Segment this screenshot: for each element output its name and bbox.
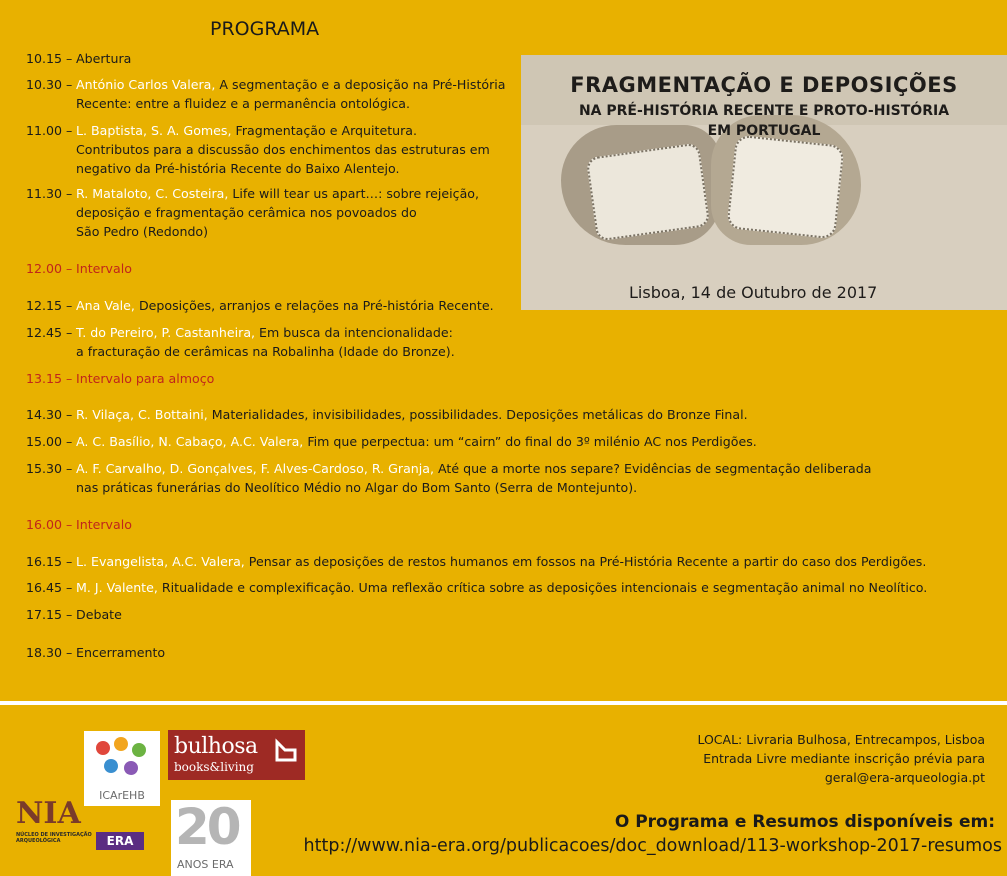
twenty-number: 20 bbox=[175, 798, 239, 856]
program-time: 11.30 – bbox=[26, 186, 73, 201]
poster-rock-right bbox=[726, 135, 844, 240]
program-speaker: Ana Vale, bbox=[76, 298, 135, 313]
event-poster bbox=[521, 55, 1007, 310]
program-topic: Deposições, arranjos e relações na Pré-história Recente. bbox=[134, 298, 494, 313]
program-content bbox=[76, 459, 871, 497]
program-topic: Encerramento bbox=[76, 645, 166, 660]
program-item bbox=[26, 184, 479, 241]
bulhosa-mark-icon bbox=[273, 738, 299, 764]
program-line bbox=[76, 459, 871, 478]
era-badge: ERA bbox=[96, 832, 144, 850]
program-item bbox=[26, 323, 455, 361]
poster-title: FRAGMENTAÇÃO E DEPOSIÇÕES bbox=[570, 73, 958, 97]
hand-blue-icon bbox=[104, 759, 118, 773]
program-line bbox=[76, 552, 926, 571]
program-topic: nas práticas funerárias do Neolítico Médio no Algar do Bom Santo (Serra de Montejunto). bbox=[76, 480, 638, 495]
program-line bbox=[76, 323, 455, 342]
program-item bbox=[26, 49, 131, 68]
program-item bbox=[26, 605, 122, 624]
program-topic: deposição e fragmentação cerâmica nos povoados do bbox=[76, 205, 417, 220]
program-time: 16.15 – bbox=[26, 554, 73, 569]
twenty-years-era-logo bbox=[171, 800, 251, 876]
program-content bbox=[76, 578, 927, 597]
venue-line-1: LOCAL: Livraria Bulhosa, Entrecampos, Lisboa bbox=[697, 732, 985, 747]
program-content bbox=[76, 184, 479, 241]
program-speaker: R. Vilaça, C. Bottaini, bbox=[76, 407, 208, 422]
program-time: 15.00 – bbox=[26, 434, 73, 449]
program-speaker: A. C. Basílio, N. Cabaço, A.C. Valera, bbox=[76, 434, 304, 449]
program-line bbox=[76, 578, 927, 597]
program-item bbox=[26, 369, 214, 388]
nia-text: NÚCLEO DE INVESTIGAÇÃO ARQUEOLÓGICA bbox=[16, 832, 92, 844]
program-content bbox=[76, 515, 132, 534]
program-line bbox=[76, 405, 748, 424]
program-topic: negativo da Pré-história Recente do Baixo Alentejo. bbox=[76, 161, 400, 176]
program-item bbox=[26, 552, 926, 571]
program-content bbox=[76, 121, 490, 178]
program-line bbox=[76, 49, 131, 68]
program-topic: Abertura bbox=[76, 51, 132, 66]
program-topic: a fracturação de cerâmicas na Robalinha (Idade do Bronze). bbox=[76, 344, 455, 359]
bulhosa-name: bulhosa bbox=[174, 734, 258, 759]
program-break-label: Intervalo bbox=[76, 517, 132, 532]
program-time: 10.30 – bbox=[26, 77, 73, 92]
program-topic: Life will tear us apart…: sobre rejeição, bbox=[228, 186, 480, 201]
program-speaker: M. J. Valente, bbox=[76, 580, 158, 595]
poster-subtitle-2: EM PORTUGAL bbox=[707, 123, 821, 139]
nia-era-logo bbox=[14, 796, 144, 858]
program-item bbox=[26, 459, 871, 497]
venue-line-2: Entrada Livre mediante inscrição prévia para bbox=[703, 751, 985, 766]
program-content bbox=[76, 49, 131, 68]
program-line bbox=[76, 296, 494, 315]
program-break-label: Intervalo bbox=[76, 261, 132, 276]
program-item bbox=[26, 259, 132, 278]
program-item bbox=[26, 643, 165, 662]
program-content bbox=[76, 432, 757, 451]
page-title: PROGRAMA bbox=[210, 18, 320, 40]
program-speaker: A. F. Carvalho, D. Gonçalves, F. Alves-Cardoso, R. Granja, bbox=[76, 461, 434, 476]
program-speaker: António Carlos Valera, bbox=[76, 77, 216, 92]
bulhosa-tagline: books&living bbox=[174, 760, 254, 774]
program-time: 12.15 – bbox=[26, 298, 73, 313]
program-topic: Em busca da intencionalidade: bbox=[255, 325, 453, 340]
program-speaker: L. Evangelista, A.C. Valera, bbox=[76, 554, 245, 569]
program-item bbox=[26, 296, 494, 315]
program-item bbox=[26, 578, 927, 597]
program-line bbox=[76, 140, 490, 159]
program-line bbox=[76, 203, 479, 222]
program-item bbox=[26, 405, 748, 424]
program-line bbox=[76, 605, 122, 624]
program-line bbox=[76, 478, 871, 497]
program-topic: Pensar as deposições de restos humanos em fossos na Pré-História Recente a partir do caso dos Perdigões. bbox=[244, 554, 927, 569]
program-topic: Recente: entre a fluidez e a permanência ontológica. bbox=[76, 96, 411, 111]
venue-email[interactable]: geral@era-arqueologia.pt bbox=[824, 770, 985, 785]
poster-rock-left bbox=[586, 142, 711, 241]
program-line bbox=[76, 342, 455, 361]
program-time: 15.30 – bbox=[26, 461, 73, 476]
nia-letters: NIA bbox=[16, 796, 81, 831]
program-line bbox=[76, 432, 757, 451]
bulhosa-logo bbox=[168, 730, 305, 780]
program-time: 12.45 – bbox=[26, 325, 73, 340]
poster-date: Lisboa, 14 de Outubro de 2017 bbox=[629, 283, 878, 302]
program-topic: Até que a morte nos separe? Evidências de segmentação deliberada bbox=[434, 461, 872, 476]
program-topic: Materialidades, invisibilidades, possibilidades. Deposições metálicas do Bronze Final. bbox=[207, 407, 748, 422]
icarehb-label: ICArEHB bbox=[99, 789, 145, 802]
program-time: 16.45 – bbox=[26, 580, 73, 595]
program-item bbox=[26, 75, 505, 113]
poster-subtitle-1: NA PRÉ-HISTÓRIA RECENTE E PROTO-HISTÓRIA bbox=[578, 103, 950, 119]
hand-orange-icon bbox=[114, 737, 128, 751]
program-topic: Ritualidade e complexificação. Uma reflexão crítica sobre as deposições intencionais e segmentação animal no Neolítico. bbox=[157, 580, 928, 595]
program-line bbox=[76, 75, 505, 94]
program-content bbox=[76, 369, 214, 388]
program-time: 11.00 – bbox=[26, 123, 73, 138]
anos-era-label: ANOS ERA bbox=[177, 858, 234, 871]
program-line bbox=[76, 259, 132, 278]
program-item bbox=[26, 515, 132, 534]
program-time: 18.30 – bbox=[26, 645, 73, 660]
program-speaker: L. Baptista, S. A. Gomes, bbox=[76, 123, 232, 138]
program-availability-text: O Programa e Resumos disponíveis em: bbox=[614, 812, 995, 832]
program-time: 12.00 – bbox=[26, 261, 73, 276]
program-break-label: Intervalo para almoço bbox=[76, 371, 215, 386]
program-topic: Contributos para a discussão dos enchimentos das estruturas em bbox=[76, 142, 490, 157]
program-line bbox=[76, 184, 479, 203]
program-time: 13.15 – bbox=[26, 371, 73, 386]
program-line bbox=[76, 643, 165, 662]
program-time: 10.15 – bbox=[26, 51, 73, 66]
program-topic: A segmentação e a deposição na Pré-História bbox=[215, 77, 506, 92]
hand-purple-icon bbox=[124, 761, 138, 775]
program-content bbox=[76, 323, 455, 361]
program-content bbox=[76, 605, 122, 624]
hand-red-icon bbox=[96, 741, 110, 755]
program-line bbox=[76, 159, 490, 178]
program-line bbox=[76, 222, 479, 241]
icarehb-logo bbox=[84, 731, 160, 806]
hand-green-icon bbox=[132, 743, 146, 757]
program-content bbox=[76, 405, 748, 424]
program-line bbox=[76, 121, 490, 140]
program-line bbox=[76, 94, 505, 113]
program-item bbox=[26, 121, 490, 178]
program-topic: Fim que perpectua: um “cairn” do final do 3º milénio AC nos Perdigões. bbox=[303, 434, 757, 449]
program-url-link[interactable]: http://www.nia-era.org/publicacoes/doc_download/113-workshop-2017-resumos bbox=[303, 836, 1002, 856]
venue-info bbox=[697, 730, 985, 787]
program-content bbox=[76, 296, 494, 315]
program-line bbox=[76, 369, 214, 388]
program-topic: São Pedro (Redondo) bbox=[76, 224, 209, 239]
program-content bbox=[76, 552, 926, 571]
program-topic: Debate bbox=[76, 607, 122, 622]
program-content bbox=[76, 259, 132, 278]
program-content bbox=[76, 643, 165, 662]
program-time: 14.30 – bbox=[26, 407, 73, 422]
program-speaker: T. do Pereiro, P. Castanheira, bbox=[76, 325, 256, 340]
program-time: 16.00 – bbox=[26, 517, 73, 532]
program-time: 17.15 – bbox=[26, 607, 73, 622]
footer-divider bbox=[0, 701, 1007, 705]
program-speaker: R. Mataloto, C. Costeira, bbox=[76, 186, 229, 201]
program-line bbox=[76, 515, 132, 534]
program-content bbox=[76, 75, 505, 113]
program-item bbox=[26, 432, 757, 451]
program-topic: Fragmentação e Arquitetura. bbox=[231, 123, 418, 138]
